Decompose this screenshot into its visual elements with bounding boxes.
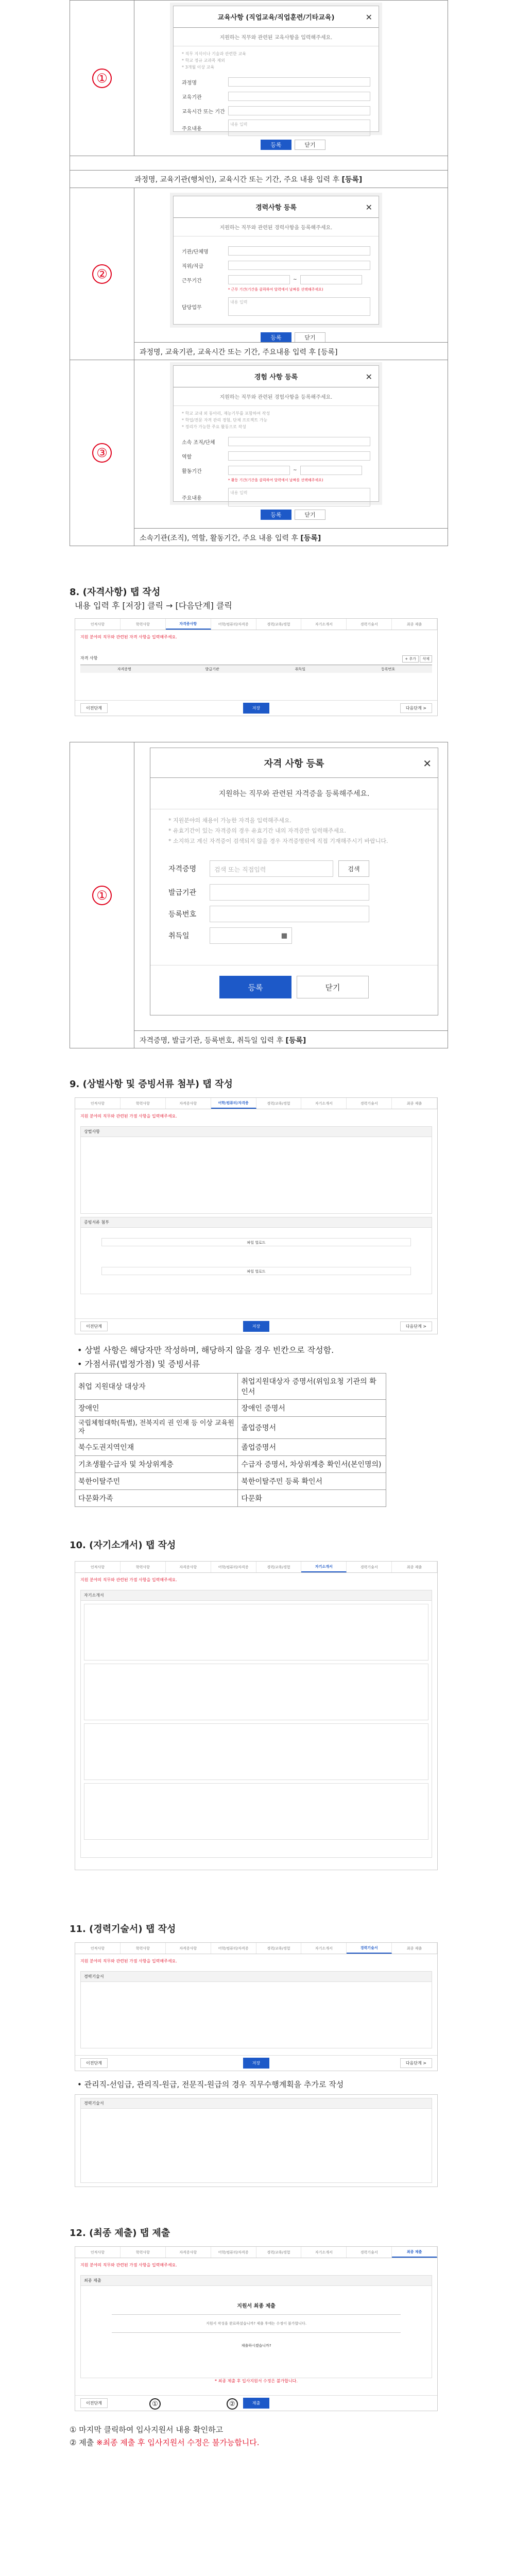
tab-license[interactable]: 자격증사항 xyxy=(166,1562,211,1572)
step-number: ① xyxy=(92,886,112,905)
save-button[interactable]: 저장 xyxy=(243,2058,269,2069)
panel-title: 경력기술서 xyxy=(81,1972,432,1982)
education-modal xyxy=(173,6,379,132)
tab-final[interactable]: 최종 제출 xyxy=(392,1098,437,1109)
essay-textarea[interactable] xyxy=(84,1783,428,1840)
cover-letter-tab-screen xyxy=(75,1561,438,1870)
tab-license[interactable]: 자격증사항 xyxy=(166,1943,211,1954)
field-label: 발급기관 xyxy=(168,889,197,897)
step-box-license xyxy=(70,742,448,1048)
close-icon[interactable]: ✕ xyxy=(365,202,372,212)
tab-cover-letter[interactable]: 자기소개서 xyxy=(301,1562,347,1572)
submit-warning: * 최종 제출 후 입사지원서 수정은 불가합니다. xyxy=(215,2379,298,2383)
step-caption: 과정명, 교육기관, 교육시간 또는 기간, 주요내용 입력 후 [등록] xyxy=(134,342,448,360)
essay-textarea[interactable] xyxy=(84,1604,428,1660)
submit-box-title: 지원서 최종 제출 xyxy=(237,2303,276,2309)
field-label: 교육시간 또는 기간 xyxy=(182,109,225,115)
org-input[interactable] xyxy=(228,246,370,256)
search-button[interactable]: 검색 xyxy=(338,860,369,877)
essay-textarea[interactable] xyxy=(84,1664,428,1720)
tab-license[interactable]: 자격증사항 xyxy=(166,2247,211,2258)
tab-note: 지원 분야의 직무와 관련된 가점 사항을 입력해주세요. xyxy=(80,1578,177,1582)
license-name-input[interactable]: 검색 또는 직접입력 xyxy=(210,860,333,877)
callout-1: ① xyxy=(149,2398,161,2410)
delete-button[interactable]: 삭제 xyxy=(420,655,432,663)
license-tab-screen xyxy=(75,618,438,716)
role-input[interactable] xyxy=(228,451,370,461)
tab-language[interactable]: 어학/컴퓨터/자격증 xyxy=(211,619,256,630)
next-button[interactable]: 다음단계 > xyxy=(400,2058,432,2068)
end-date-input[interactable] xyxy=(300,466,362,475)
duty-textarea[interactable]: 내용 입력 xyxy=(228,297,370,316)
save-button[interactable]: 저장 xyxy=(243,703,269,714)
prev-button[interactable]: 이전단계 xyxy=(80,2058,108,2068)
content-textarea[interactable]: 내용 입력 xyxy=(228,120,370,136)
field-label: 과정명 xyxy=(182,80,197,86)
tab-final[interactable]: 최종 제출 xyxy=(392,1562,437,1572)
callout-2: ② xyxy=(227,2398,238,2410)
tab-note: 지원 분야의 직무와 관련된 가점 사항을 입력해주세요. xyxy=(80,2263,177,2267)
add-button[interactable]: + 추가 xyxy=(402,655,419,663)
section-label: 자격 사항 xyxy=(80,656,98,660)
section-8-title: 8. (자격사항) 탭 작성 xyxy=(70,587,161,598)
license-modal xyxy=(150,748,438,1015)
content-textarea[interactable]: 내용 입력 xyxy=(228,488,370,506)
step-number: ① xyxy=(92,69,112,88)
close-button[interactable]: 닫기 xyxy=(295,140,325,150)
tab-education[interactable]: 학력사항 xyxy=(121,1098,166,1109)
register-button[interactable]: 등록 xyxy=(261,140,291,150)
step-caption: 소속기관(조직), 역할, 활동기간, 주요 내용 입력 후 [등록] xyxy=(134,528,448,546)
register-button[interactable]: 등록 xyxy=(261,332,291,343)
tab-personal[interactable]: 인적사항 xyxy=(75,1943,121,1954)
reg-number-input[interactable] xyxy=(210,906,369,922)
career-modal: 경력사항 등록 ✕ 지원하는 직무와 관련된 경력사항을 등록해주세요. 기관/단체명 직위/직급 근무기간 ~ * 근무 기간(기간을 클릭하여 달력에서 날짜를 선택해주세요) 담당업무 내용 입력 xyxy=(173,196,379,325)
field-label: 자격증명 xyxy=(168,865,197,873)
close-icon[interactable]: ✕ xyxy=(365,12,372,22)
step-caption: 과정명, 교육기관(행처인), 교육시간 또는 기간, 주요 내용 입력 후 [등록] xyxy=(134,176,363,184)
section-10-title: 10. (자기소개서) 탭 작성 xyxy=(70,1540,176,1551)
step-box-2 xyxy=(70,188,448,360)
tab-note: 지원 분야의 직무와 관련된 가점 사항을 입력해주세요. xyxy=(80,1959,177,1963)
close-icon[interactable]: ✕ xyxy=(423,757,432,770)
col-header: 등록번호 xyxy=(381,667,396,671)
field-label: 담당업무 xyxy=(182,304,202,311)
col-header: 자격증명 xyxy=(117,667,131,671)
bullet-text: • 가점서류(법정가점) 및 증빙서류 xyxy=(77,1359,200,1369)
start-date-input[interactable] xyxy=(228,275,290,284)
essay-textarea[interactable] xyxy=(84,1723,428,1780)
modal-subtitle: 지원하는 직무와 관련된 교육사항을 입력해주세요. xyxy=(174,28,379,46)
tab-career-desc[interactable]: 경력기술서 xyxy=(347,1943,392,1954)
career-desc-tab-screen xyxy=(75,1942,438,2071)
field-label: 등록번호 xyxy=(168,910,197,919)
tab-final[interactable]: 최종 제출 xyxy=(392,2247,437,2258)
final-submit-screen xyxy=(75,2246,438,2411)
field-label: 주요내용 xyxy=(182,495,202,501)
col-header: 취득일 xyxy=(295,667,306,671)
submit-box-text: 지원서 작성을 완료하셨습니까? 제출 후에는 수정이 불가합니다. xyxy=(112,2314,401,2333)
position-input[interactable] xyxy=(228,261,370,270)
tab-education[interactable]: 학력사항 xyxy=(121,1943,166,1954)
field-label: 취득일 xyxy=(168,932,190,940)
register-button[interactable]: 등록 xyxy=(219,976,291,998)
tab-final[interactable]: 최종 제출 xyxy=(392,619,437,630)
close-button[interactable]: 닫기 xyxy=(295,332,325,343)
modal-subtitle: 지원하는 직무와 관련된 경력사항을 등록해주세요. xyxy=(174,218,379,236)
save-button[interactable]: 저장 xyxy=(243,1321,269,1332)
next-button[interactable]: 다음단계 > xyxy=(400,703,432,713)
upload-button[interactable]: 파일 업로드 xyxy=(101,1267,411,1275)
tab-career[interactable]: 경력/교육/경험 xyxy=(256,2247,302,2258)
tab-education[interactable]: 학력사항 xyxy=(121,1562,166,1572)
tab-career-desc[interactable]: 경력기술서 xyxy=(347,1562,392,1572)
prev-button[interactable]: 이전단계 xyxy=(80,703,108,713)
modal-notes: * 지원분야의 채용이 가능한 자격을 입력해주세요. * 유효기간이 있는 자격증의 경우 유효기간 내의 자격증만 입력해주세요. * 소지하고 계신 자격증이 검색되지 않을 경우 자격증명란에 직접 기재해주시기 바랍니다. xyxy=(168,817,388,844)
panel-title: 상벌사항 xyxy=(81,1127,432,1137)
bullet-text: • 관리직-선임급, 관리직-원급, 전문직-원급의 경우 직무수행계획을 추가로 작성 xyxy=(77,2080,344,2089)
step-number: ③ xyxy=(92,443,112,463)
prev-button[interactable]: 이전단계 xyxy=(80,2398,108,2408)
step-number: ② xyxy=(92,264,112,284)
experience-modal: 경험 사항 등록 ✕ 지원하는 직무와 관련된 경험사항을 등록해주세요. * 학교 교내 외 동아리, 재능기부를 포함하여 작성 * 학업/전문 자격 관리 경험, 단체 프로젝트 가능 * 정리가 가능한 주요 활동으로 작성 소속 조직/단체 역할 활동기간 ~ * 활동 기간(기간을 클릭하여 달력에서 날짜를 선택해주세요) 주요내용 내용 입력 xyxy=(173,365,379,502)
tab-language[interactable]: 어학/컴퓨터/자격증 xyxy=(211,1943,256,1954)
course-input[interactable] xyxy=(228,77,370,87)
tab-career[interactable]: 경력/교육/경험 xyxy=(256,1098,302,1109)
close-icon[interactable]: ✕ xyxy=(365,372,372,382)
upload-button[interactable]: 파일 업로드 xyxy=(101,1238,411,1246)
close-button[interactable]: 닫기 xyxy=(297,976,369,998)
tab-note: 지원 분야의 직무와 관련된 가점 사항을 입력해주세요. xyxy=(80,1114,177,1118)
issuer-input[interactable] xyxy=(210,884,369,901)
tab-career[interactable]: 경력/교육/경험 xyxy=(256,619,302,630)
tab-career-desc[interactable]: 경력기술서 xyxy=(347,619,392,630)
tab-education[interactable]: 학력사항 xyxy=(121,619,166,630)
tab-personal[interactable]: 인적사항 xyxy=(75,619,121,630)
period-input[interactable] xyxy=(228,106,370,115)
modal-title: 교육사항 (직업교육/직업훈련/기타교육) xyxy=(217,14,335,22)
tab-career-desc[interactable]: 경력기술서 xyxy=(347,2247,392,2258)
confirm-label: 제출하시겠습니까? xyxy=(241,2344,271,2348)
step-box-1 xyxy=(70,0,448,156)
institution-input[interactable] xyxy=(228,92,370,101)
prev-button[interactable]: 이전단계 xyxy=(80,1321,108,1331)
panel-title: 최종 제출 xyxy=(81,2276,432,2286)
field-label: 소속 조직/단체 xyxy=(182,439,215,446)
field-label: 교육기관 xyxy=(182,94,202,100)
document-table: 취업 지원대상 대상자 취업지원대상자 증명서(위임요청 기관의 확인서 장애인 장애인 증명서 국립체험대학(특별), 전북지리 권 인재 등 이상 교육원 자 졸업증명서 북수도권지역인재 졸업증명서 기초생활수급자 및 차상위계층 수급자 증명서, 차상위계층 확인서(본인명의) 북한이탈주민 북한이탈주민 등록 확인서 다문화가족 다문화 xyxy=(75,1373,386,1507)
tab-career[interactable]: 경력/교육/경험 xyxy=(256,1943,302,1954)
close-button[interactable]: 닫기 xyxy=(295,510,325,520)
tab-personal[interactable]: 인적사항 xyxy=(75,1562,121,1572)
modal-title: 자격 사항 등록 xyxy=(264,758,324,769)
field-label: 주요내용 xyxy=(182,126,202,132)
end-date-input[interactable] xyxy=(300,275,362,284)
org-input[interactable] xyxy=(228,437,370,446)
tab-license[interactable]: 자격증사항 xyxy=(166,1098,211,1109)
modal-title: 경험 사항 등록 xyxy=(254,374,298,381)
final-step-2: ② 제출 ※최종 제출 후 입사지원서 수정은 불가능합니다. xyxy=(70,2438,260,2447)
modal-notes: * 직무 지식이나 기술과 관련한 교육 * 학교 정규 교과목 제외 * 3개월 이상 교육 xyxy=(182,52,246,70)
step-caption: 자격증명, 발급기관, 등록번호, 취득일 입력 후 [등록] xyxy=(134,1030,448,1048)
section-12-title: 12. (최종 제출) 탭 제출 xyxy=(70,2228,170,2239)
modal-title: 경력사항 등록 xyxy=(255,204,297,212)
tab-language[interactable]: 어학/컴퓨터/자격증 xyxy=(211,2247,256,2258)
tab-career[interactable]: 경력/교육/경험 xyxy=(256,1562,302,1572)
section-11-title: 11. (경력기술서) 탭 작성 xyxy=(70,1924,176,1935)
calendar-icon[interactable]: ▦ xyxy=(281,931,287,940)
col-header: 발급기관 xyxy=(205,667,219,671)
tab-cover-letter[interactable]: 자기소개서 xyxy=(301,2247,347,2258)
tab-language[interactable]: 어학/컴퓨터/자격증 xyxy=(211,1562,256,1572)
step-box-3 xyxy=(70,360,448,546)
tab-cover-letter[interactable]: 자기소개서 xyxy=(301,1943,347,1954)
tab-education[interactable]: 학력사항 xyxy=(121,2247,166,2258)
modal-notes: * 학교 교내 외 동아리, 재능기부를 포함하여 작성 * 학업/전문 자격 관리 경험, 단체 프로젝트 가능 * 정리가 가능한 주요 활동으로 작성 xyxy=(182,411,270,429)
tab-note: 지원 분야의 직무와 관련된 자격 사항을 입력해주세요. xyxy=(80,635,177,639)
final-step-1: ① 마지막 클릭하여 입사지원서 내용 확인하고 xyxy=(70,2425,224,2434)
award-tab-screen xyxy=(75,1097,438,1334)
date-input[interactable] xyxy=(210,927,292,944)
tab-personal[interactable]: 인적사항 xyxy=(75,1098,121,1109)
tab-language[interactable]: 어학/컴퓨터/자격증 xyxy=(211,1098,256,1109)
field-label: 역할 xyxy=(182,454,192,460)
bullet-text: • 상벌 사항은 해당자만 작성하며, 해당하지 않을 경우 빈칸으로 작성함. xyxy=(77,1345,334,1355)
panel-title: 자기소개서 xyxy=(81,1590,432,1601)
section-8-instruction: 내용 입력 후 [저장] 클릭 → [다음단계] 클릭 xyxy=(75,601,232,611)
field-label: 근무기간 xyxy=(182,278,202,284)
job-plan-screen xyxy=(75,2094,438,2187)
tab-final[interactable]: 최종 제출 xyxy=(392,1943,437,1954)
tab-personal[interactable]: 인적사항 xyxy=(75,2247,121,2258)
submit-button[interactable]: 제출 xyxy=(243,2398,269,2409)
field-label: 활동기간 xyxy=(182,468,202,474)
panel-title: 경력기술서 xyxy=(81,2098,432,2109)
field-label: 기관/단체명 xyxy=(182,249,209,255)
tab-license[interactable]: 자격증사항 xyxy=(166,619,211,630)
tab-cover-letter[interactable]: 자기소개서 xyxy=(301,1098,347,1109)
modal-subtitle: 지원하는 직무와 관련된 경험사항을 등록해주세요. xyxy=(174,387,379,406)
date-warning: * 활동 기간(기간을 클릭하여 달력에서 날짜를 선택해주세요) xyxy=(228,478,323,482)
tab-cover-letter[interactable]: 자기소개서 xyxy=(301,619,347,630)
panel-title: 증빙서류 첨부 xyxy=(81,1217,432,1228)
section-9-title: 9. (상벌사항 및 증빙서류 첨부) 탭 작성 xyxy=(70,1079,233,1090)
next-button[interactable]: 다음단계 > xyxy=(400,1321,432,1331)
modal-subtitle: 지원하는 직무와 관련된 자격증을 등록해주세요. xyxy=(150,778,438,809)
date-warning: * 근무 기간(기간을 클릭하여 달력에서 날짜를 선택해주세요) xyxy=(228,287,323,292)
field-label: 직위/직급 xyxy=(182,263,204,269)
start-date-input[interactable] xyxy=(228,466,290,475)
tab-career-desc[interactable]: 경력기술서 xyxy=(347,1098,392,1109)
register-button[interactable]: 등록 xyxy=(261,510,291,520)
